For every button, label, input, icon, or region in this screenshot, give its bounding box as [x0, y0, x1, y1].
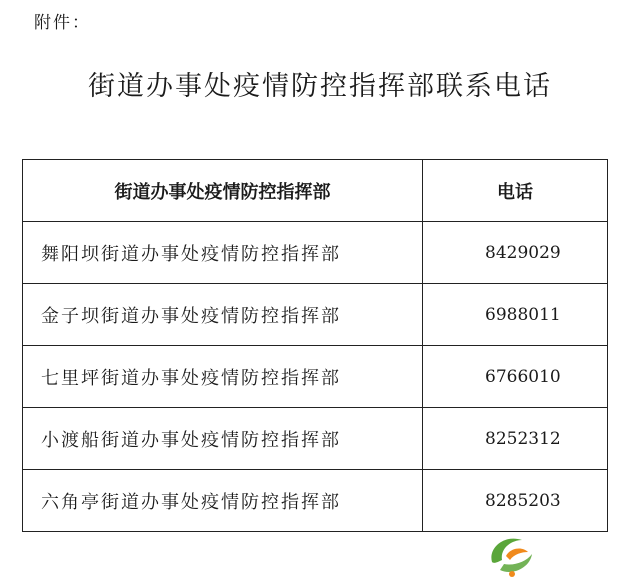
phone-cell: 6766010 [423, 346, 608, 408]
page-title: 街道办事处疫情防控指挥部联系电话 [88, 71, 552, 102]
table-row [23, 470, 608, 532]
column-header-name: 街道办事处疫情防控指挥部 [23, 160, 423, 222]
contact-table [22, 159, 608, 532]
leaf-swirl-logo-icon [482, 526, 542, 582]
command-name-cell: 金子坝街道办事处疫情防控指挥部 [23, 284, 423, 346]
command-name-cell: 七里坪街道办事处疫情防控指挥部 [23, 346, 423, 408]
table-header-row [23, 160, 608, 222]
table-row [23, 346, 608, 408]
command-name-cell: 小渡船街道办事处疫情防控指挥部 [23, 408, 423, 470]
phone-cell: 8429029 [423, 222, 608, 284]
phone-cell: 8252312 [423, 408, 608, 470]
phone-cell: 6988011 [423, 284, 608, 346]
column-header-phone: 电话 [423, 160, 608, 222]
table-row [23, 222, 608, 284]
attachment-label: 附件： [34, 13, 91, 33]
command-name-cell: 六角亭街道办事处疫情防控指挥部 [23, 470, 423, 532]
table-row [23, 408, 608, 470]
phone-cell: 8285203 [423, 470, 608, 532]
command-name-cell: 舞阳坝街道办事处疫情防控指挥部 [23, 222, 423, 284]
table-row [23, 284, 608, 346]
